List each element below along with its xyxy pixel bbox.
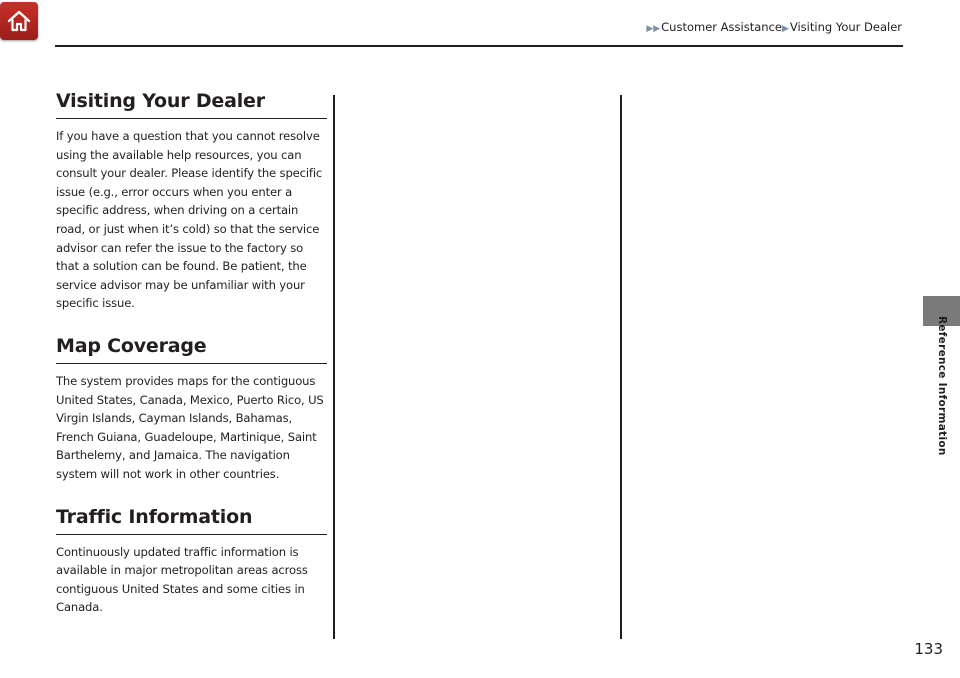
header-rule [55,45,903,47]
section-body: Continuously updated traffic information is available in major metropolitan areas across contiguous United States and some cities in Canada. [56,544,308,615]
triangle-right-icon: ▶ [781,24,789,34]
section-visiting-your-dealer [56,90,327,313]
home-button[interactable] [0,2,38,40]
breadcrumb-item-visiting-your-dealer: Visiting Your Dealer [789,20,902,34]
section-title: Traffic Information [56,506,327,535]
breadcrumb-item-customer-assistance[interactable]: Customer Assistance [661,20,782,34]
home-icon [6,9,32,33]
page-number: 133 [914,640,943,658]
section-traffic-information [56,506,327,617]
side-tab-label: Reference Information [936,316,948,456]
section-title: Map Coverage [56,335,327,364]
column-divider [620,95,622,639]
column-divider [333,95,335,639]
section-title: Visiting Your Dealer [56,90,327,119]
section-body: If you have a question that you cannot resolve using the available help resources, you can consult your dealer. Please identify the specific issue (e.g., error occurs when you enter a specific address, when driving on a certain road, or just when it’s cold) so that the service advisor can refer the issue to the factory so that a solution can be found. Be patient, the service advisor may be unfamiliar with your specific issue. [56,129,323,311]
triangle-right-icon: ▶▶ [646,24,661,34]
content-column [56,90,327,639]
section-map-coverage [56,335,327,484]
section-body: The system provides maps for the contiguous United States, Canada, Mexico, Puerto Rico, US Virgin Islands, Cayman Islands, Bahamas, French Guiana, Guadeloupe, Martinique, Saint Barthelemy, and Jamaica. The navigation system will not work in other countries. [56,373,324,481]
breadcrumb [646,20,902,34]
